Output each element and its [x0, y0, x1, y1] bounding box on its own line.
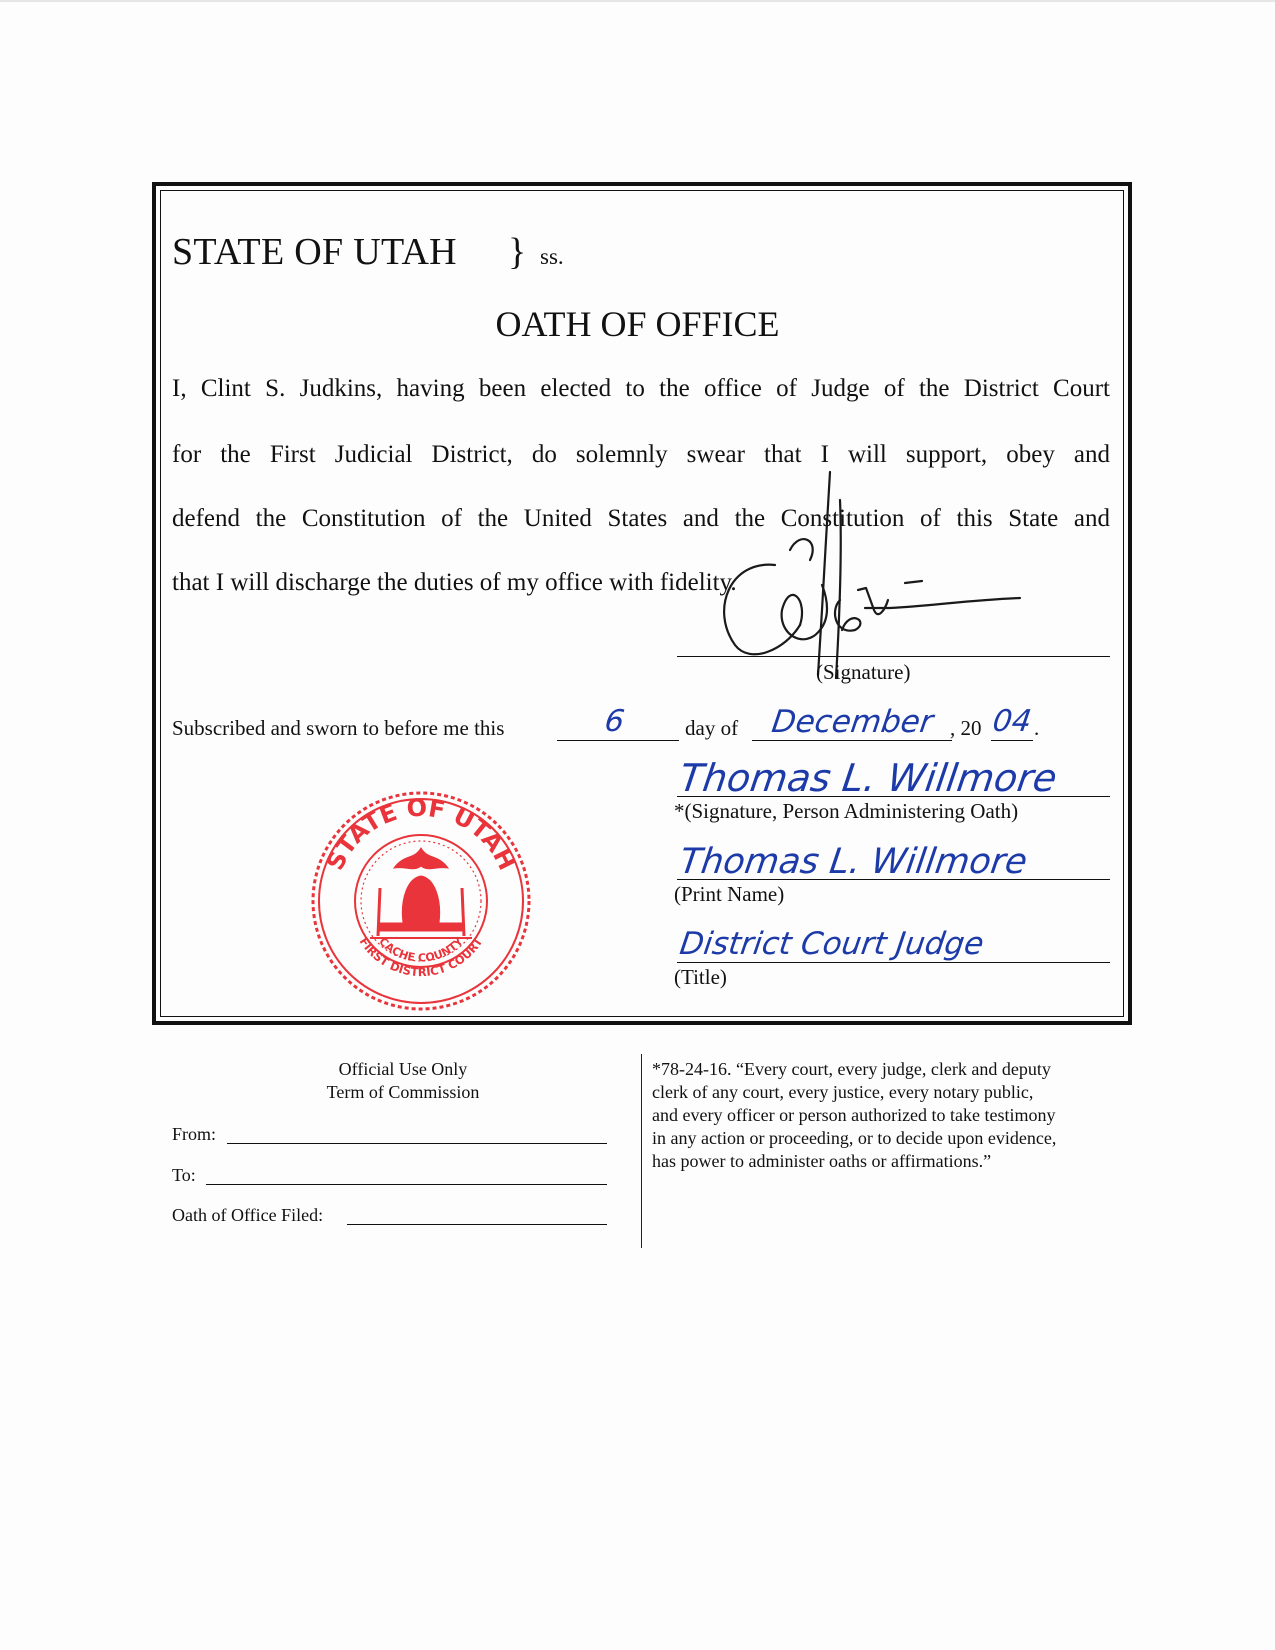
- print-name-line: [677, 879, 1110, 880]
- day-of-label: day of: [685, 716, 739, 740]
- seal-bottom-text-2: CACHE COUNTY: [376, 935, 466, 965]
- official-use-subheading: Term of Commission: [326, 1082, 480, 1102]
- from-field-line[interactable]: [227, 1143, 607, 1144]
- oath-line-2: for the First Judicial District, do solemnly swear that I will support, obey and: [172, 441, 1110, 468]
- print-name-handwritten: Thomas L. Willmore: [677, 842, 1030, 882]
- print-name-caption: (Print Name): [674, 882, 785, 906]
- seal-bottom-text-1: FIRST DISTRICT COURT: [356, 934, 486, 980]
- year-handwritten: 04: [990, 704, 1034, 739]
- signature-line: [677, 656, 1110, 657]
- title-caption: (Title): [674, 965, 727, 989]
- lower-column-divider: [641, 1054, 642, 1248]
- to-field-line[interactable]: [206, 1184, 607, 1185]
- venue-brace: }: [508, 231, 527, 273]
- oath-line-1: I, Clint S. Judkins, having been elected to the office of Judge of the District Court: [172, 375, 1110, 402]
- official-use-heading: Official Use Only: [338, 1059, 468, 1079]
- month-line: [752, 740, 952, 741]
- state-seal-stamp: [308, 788, 534, 1014]
- year-suffix: .: [1034, 716, 1040, 740]
- seal-top-text: STATE OF UTAH: [320, 793, 522, 875]
- administering-signature-caption: *(Signature, Person Administering Oath): [674, 799, 1019, 823]
- document-title: OATH OF OFFICE: [495, 304, 780, 344]
- statute-text: *78-24-16. “Every court, every judge, clerk and deputy clerk of any court, every justice, every notary public, and every officer or person authorized to take testimony in any action or proceeding, or to decide upon evidence, has power to administer oaths or affirmations.”: [652, 1059, 1057, 1171]
- title-handwritten: District Court Judge: [677, 926, 986, 962]
- oath-line-3: defend the Constitution of the United States and the Constitution of this State and: [172, 505, 1110, 532]
- title-line: [677, 962, 1110, 963]
- oath-line-4: that I will discharge the duties of my office with fidelity.: [172, 569, 737, 596]
- month-handwritten: December: [769, 704, 936, 740]
- year-prefix: , 20: [950, 716, 982, 740]
- day-line: [557, 740, 679, 741]
- administering-signature: Thomas L. Willmore: [676, 756, 1060, 800]
- filed-field-line[interactable]: [347, 1224, 607, 1225]
- filed-label: Oath of Office Filed:: [172, 1205, 324, 1225]
- sworn-prefix: Subscribed and sworn to before me this: [172, 716, 505, 740]
- year-line: [991, 740, 1033, 741]
- state-heading: STATE OF UTAH: [172, 231, 457, 273]
- from-label: From:: [172, 1124, 217, 1144]
- administering-signature-line: [677, 796, 1110, 797]
- signature-caption: (Signature): [816, 660, 911, 684]
- venue-ss: ss.: [540, 244, 564, 269]
- to-label: To:: [172, 1165, 196, 1185]
- day-handwritten: 6: [602, 704, 627, 739]
